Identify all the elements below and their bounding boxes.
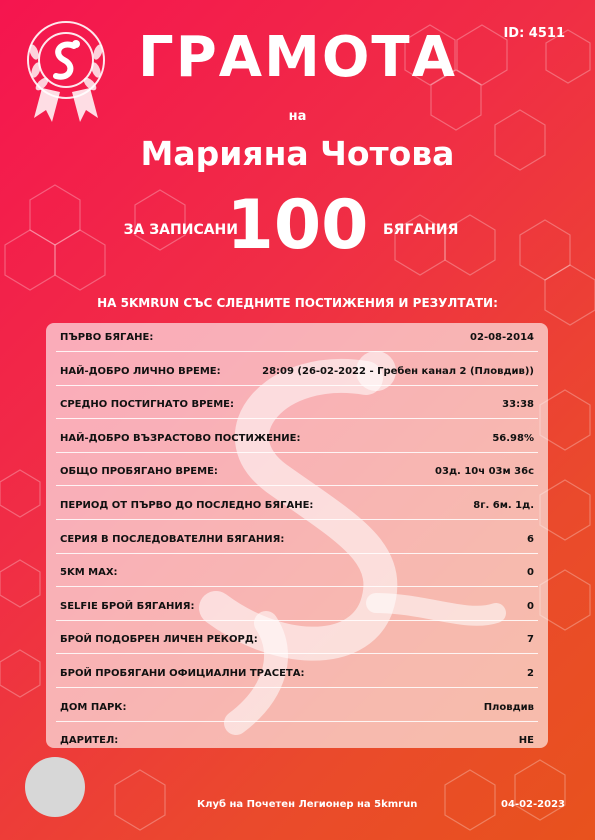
stat-label: СЕРИЯ В ПОСЛЕДОВАТЕЛНИ БЯГАНИЯ:: [60, 533, 285, 545]
stat-value: 7: [527, 634, 534, 646]
row-divider: [56, 418, 538, 419]
stat-label: ПЕРИОД ОТ ПЪРВО ДО ПОСЛЕДНО БЯГАНЕ:: [60, 500, 314, 511]
stat-row: [46, 696, 548, 722]
stat-label: 5KM MAX:: [60, 567, 118, 579]
row-divider: [56, 687, 538, 688]
stat-value: 03д. 10ч 03м 36с: [435, 466, 534, 478]
stat-row: [46, 360, 548, 386]
stat-label: СРЕДНО ПОСТИГНАТО ВРЕМЕ:: [60, 399, 235, 411]
row-divider: [56, 721, 538, 722]
stat-label: ДАРИТЕЛ:: [60, 735, 119, 747]
stat-value: 28:09 (26-02-2022 - Гребен канал 2 (Пловдив)): [262, 365, 534, 377]
stat-label: НАЙ-ДОБРО ВЪЗРАСТОВО ПОСТИЖЕНИЕ:: [60, 432, 301, 444]
stat-value: 6: [527, 533, 534, 545]
stat-label: ДОМ ПАРК:: [60, 701, 127, 713]
stat-value: 56.98%: [492, 432, 534, 444]
runs-prefix: ЗА ЗАПИСАНИ: [123, 222, 238, 238]
stat-row: [46, 393, 548, 419]
issue-date: 04-02-2023: [501, 799, 565, 810]
row-divider: [56, 452, 538, 453]
avatar-placeholder: [25, 757, 85, 817]
to-word: на: [288, 109, 307, 124]
stat-label: НАЙ-ДОБРО ЛИЧНО ВРЕМЕ:: [60, 365, 221, 377]
stats-panel: [46, 323, 548, 748]
stat-label: ПЪРВО БЯГАНЕ:: [60, 332, 154, 343]
stat-value: 0: [527, 600, 534, 612]
row-divider: [56, 385, 538, 386]
stat-label: БРОЙ ПРОБЯГАНИ ОФИЦИАЛНИ ТРАСЕТА:: [60, 668, 305, 679]
runs-count: 100: [226, 186, 369, 265]
row-divider: [56, 553, 538, 554]
certificate-id: ID: 4511: [503, 26, 565, 41]
stat-value: 33:38: [502, 399, 534, 411]
row-divider: [56, 586, 538, 587]
stat-value: 02-08-2014: [470, 332, 534, 343]
stat-label: БРОЙ ПОДОБРЕН ЛИЧЕН РЕКОРД:: [60, 634, 258, 646]
runs-suffix: БЯГАНИЯ: [383, 222, 459, 238]
stat-label: ОБЩО ПРОБЯГАНО ВРЕМЕ:: [60, 466, 218, 478]
stat-row: [46, 494, 548, 520]
stat-row: [46, 729, 548, 748]
stat-value: 2: [527, 668, 534, 679]
stat-row: [46, 528, 548, 554]
achievements-subtitle: НА 5KMRUN СЪС СЛЕДНИТЕ ПОСТИЖЕНИЯ И РЕЗУЛТАТИ:: [97, 296, 498, 310]
recipient-name: Марияна Чотова: [140, 134, 455, 173]
stat-label: SELFIE БРОЙ БЯГАНИЯ:: [60, 600, 195, 612]
stat-value: 8г. 6м. 1д.: [473, 500, 534, 511]
stat-value: НЕ: [518, 735, 534, 747]
row-divider: [56, 620, 538, 621]
stat-row: [46, 561, 548, 587]
stat-row: [46, 460, 548, 486]
row-divider: [56, 485, 538, 486]
stat-row: [46, 662, 548, 688]
stat-value: Пловдив: [483, 701, 534, 713]
row-divider: [56, 519, 538, 520]
footer-club-text: Клуб на Почетен Легионер на 5kmrun: [197, 799, 418, 810]
stat-row: [46, 427, 548, 453]
stat-row: [46, 595, 548, 621]
stat-value: 0: [527, 567, 534, 579]
runs-count-row: [0, 186, 595, 266]
row-divider: [56, 653, 538, 654]
stat-row: [46, 628, 548, 654]
row-divider: [56, 351, 538, 352]
stat-row: [46, 326, 548, 352]
certificate-title: ГРАМОТА: [138, 25, 457, 90]
